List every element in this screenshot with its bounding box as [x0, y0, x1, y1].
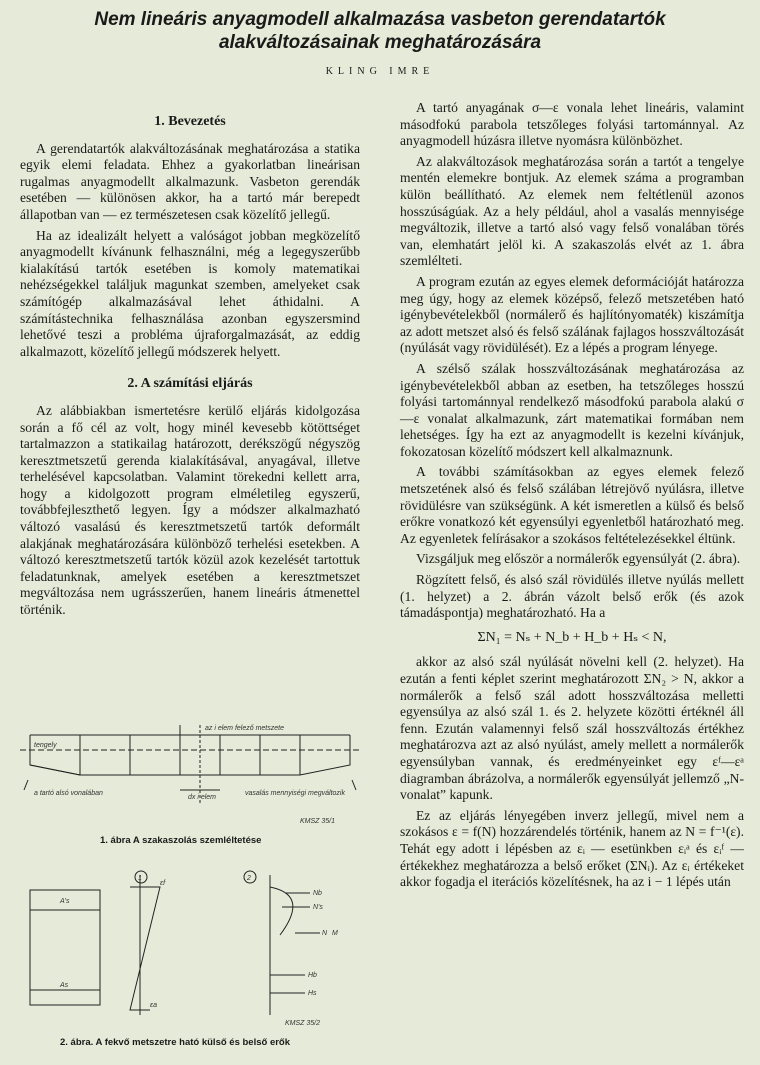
fig2-Ns-top: N's — [313, 904, 323, 911]
fig2-Hb: Hb — [308, 972, 317, 979]
fig1-label-dx: dx i elem — [188, 794, 217, 801]
title-line-1: Nem lineáris anyagmodell alkalmazása vasbeton gerendatartók — [94, 9, 666, 30]
fig2-circle-2: 2 — [247, 875, 251, 882]
article-title — [0, 8, 760, 54]
paragraph: A tartó anyagának σ—ε vonala lehet lineáris, valamint másodfokú parabola tetszőleges folyási tartománnyal. Az anyagmodell húzásra illetve nyomásra különbözhet. — [400, 100, 744, 149]
fig2-Nb: Nb — [313, 890, 322, 897]
figure-1 — [20, 695, 360, 855]
fig2-As-top: A's — [60, 898, 70, 905]
left-column — [20, 100, 360, 623]
fig1-label-bottom-left: a tartó alsó vonalában — [34, 790, 103, 797]
paragraph: A további számításokban az egyes elemek felező metszetének alsó és felső szálában létrejövő nyúlásra, illetve rövidülésre van szükségünk. A két ismeretlen a külső és belső erőkre vonatkozó két egyensúlyi egyenletből határozható meg. Az egyenletek felírásakor a szokásos feltételezésekkel éltünk. — [400, 464, 744, 546]
paragraph: Az alakváltozások meghatározása során a tartót a tengelye mentén elemekre bontjuk. Az elemek száma a programban külön beállítható. Az elemek nem feltétlenül azonos hosszúságúak. Az a hely például, ahol a vasalás mennyisége megváltozik, illetve a tartó alsó vagy felső vonalában törés van, elemhatárt jelöl ki. A szakaszolás elvét az 1. ábra szemlélteti. — [400, 153, 744, 269]
fig2-Hs: Hs — [308, 990, 317, 997]
fig2-stamp: KMSZ 35/2 — [285, 1020, 321, 1027]
title-line-2: alakváltozásainak meghatározására — [218, 32, 542, 53]
fig1-label-bottom-right: vasalás mennyiségi megváltozik — [245, 790, 345, 797]
fig2-circle-1: 1 — [138, 875, 142, 882]
fig2-eps-bot: εa — [150, 1002, 157, 1009]
figure-2 — [20, 865, 360, 1055]
paragraph: akkor az alsó szál nyúlását növelni kell (2. helyzet). Ha ezután a fenti képlet szerint meghatározott ΣN₂ > N, akkor a normálerők a felső szál adott hosszváltozása melletti egyensúlya az alsó szál 1. és 2. helyzete közötti értéknél áll fenn. Ezután valamennyi felső szál hosszváltozás értékhez meghatározva azt az alsó nyúlást, amely mellett a normálerők egyensúlyban vannak, és eredményeinket egy εᶠ—εᵃ diagramban ábrázolva, a normálerők egyensúlyát jellemző „N-vonalat” kapunk. — [400, 654, 744, 803]
right-column — [400, 100, 744, 895]
paragraph: Rögzített felső, és alsó szál rövidülés illetve nyúlás mellett (1. helyzet) a 2. ábrán vázolt belső erők (és azok támadáspontja) meghatározható. Ha a — [400, 572, 744, 621]
paragraph: Ez az eljárás lényegében inverz jellegű, mivel nem a szokásos ε = f(N) hozzárendelés történik, hanem az N = f⁻¹(ε). Tehát egy adott i lépésben az εᵢ — esetünkben εᵢᵃ és εᵢᶠ — értékekhez meghatározza a belső erőket (ΣNᵢ). Az εᵢ értékeket akkor fogadja el iterációs közelítésnek, ha az i − 1 lépés után — [400, 807, 744, 890]
figure-1-drawing — [20, 695, 360, 835]
fig1-stamp: KMSZ 35/1 — [300, 818, 336, 825]
paragraph: A program ezután az egyes elemek deformációját határozza meg úgy, hogy az elemek középső, felező metszetében ható igénybevételekből (normálerő és hajlítónyomaték) kiszámítja az adott metszet alsó és felső szálának fajlagos hosszváltozását (nyúlását vagy rövidülését). Ez a lépés a program lényege. — [400, 273, 744, 356]
paragraph: Az alábbiakban ismertetésre kerülő eljárás kidolgozása során a fő cél az volt, hogy minél kevesebb kötöttséget tartalmazzon a statikailag határozott, derékszögű négyszög keresztmetszetű gerenda kialakításával, anyagával, illetve terhelésével kapcsolatban. Valamint törekedni kellett arra, hogy a kidolgozott program elméletileg egyszerű, továbbfejleszthető legyen. Így a módszer alkalmazható változó vasalású és keresztmetszetű tartók deformált alakjának meghatározására különböző terhelési esetekben. A változó keresztmetszetű tartók közül azok kezelését tartottuk feladatunknak, amelyek esetében a keresztmetszet megváltozása nem ugrásszerűen, hanem lineáris átmenettel történik. — [20, 402, 360, 618]
figure-1-caption: 1. ábra A szakaszolás szemléltetése — [100, 835, 262, 846]
section-heading-method: 2. A számítási eljárás — [127, 376, 253, 392]
author-name: KLING IMRE — [325, 66, 435, 77]
paragraph: A gerendatartók alakváltozásának meghatározása a statika egyik elemi feladata. Ehhez a gyakorlatban lineárisan rugalmas anyagmodellt alkalmazunk. Vasbeton gerendák esetében — különösen akkor, ha a tartó már berepedt állapotban van — ez természetesen csak közelítő jellegű. — [20, 140, 360, 222]
figure-2-caption: 2. ábra. A fekvő metszetre ható külső és belső erők — [60, 1037, 291, 1048]
paragraph: Ha az idealizált helyett a valóságot jobban megközelítő anyagmodellt kívánunk felhasználni, még a legegyszerűbb kialakítású tartók esetében is komoly matematikai nehézségekkel találjuk magunkat szemben, amelyeket csak számítógép alkalmazásával lehet áthidalni. A számítástechnika felhasználása azonban egyszersmind lehetővé teszi a probléma újraforgalmazását, az eddig alkalmazott, közelítő jellegű módszerek helyett. — [20, 227, 360, 359]
equation: ΣN₁ = Nₛ + N_b + H_b + Hₛ < N, — [477, 629, 667, 645]
paragraph: Vizsgáljuk meg először a normálerők egyensúlyát (2. ábra). — [416, 551, 741, 567]
paragraph: A szélső szálak hosszváltozásának meghatározása az igénybevételekből abban az esetben, ha tetszőleges hosszú folyási tartománnyal rendelkező másodfokú parabola alakú σ—ε vonalat alkalmazunk, zárt matematikai formában nem lehetséges. Így ha ezt az anyagmodellt is kezelni kívánjuk, fokozatosan közelítő módszert kell alkalmaznunk. — [400, 360, 744, 459]
fig2-eps-top: εf — [160, 880, 166, 887]
fig2-M: M — [332, 930, 338, 937]
figure-2-drawing — [20, 865, 360, 1030]
fig1-label-left: tengely — [34, 742, 57, 749]
fig2-N: N — [322, 930, 328, 937]
fig2-As-bot: As — [60, 982, 69, 989]
section-heading-intro: 1. Bevezetés — [154, 114, 226, 129]
fig1-label-top: az i elem felező metszete — [205, 725, 284, 732]
